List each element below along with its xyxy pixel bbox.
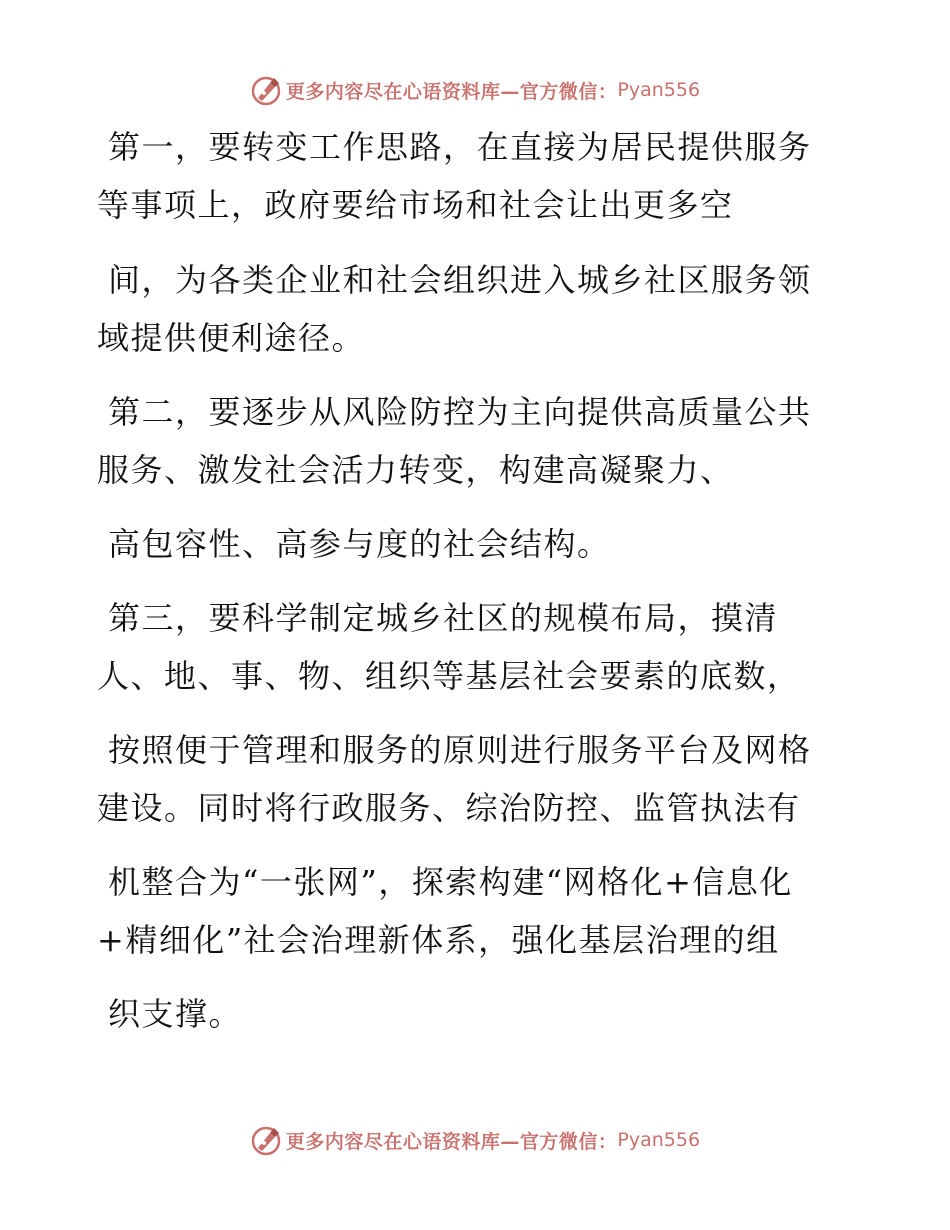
footer-watermark-banner [0, 1122, 950, 1158]
paragraph-line: 第一，要转变工作思路，在直接为居民提供服务 [108, 128, 812, 166]
paragraph-line: 织支撑。 [108, 995, 243, 1033]
paragraph-line: 服务、激发社会活力转变，构建高凝聚力、 [97, 451, 734, 489]
paragraph-line: 域提供便利途径。 [97, 319, 366, 357]
paragraph-line: 按照便于管理和服务的原则进行服务平台及网格 [108, 731, 812, 769]
paragraph-line: 建设。同时将行政服务、综治防控、监管执法有 [97, 789, 801, 827]
footer-watermark-account: Pyan556 [617, 1129, 701, 1151]
paragraph-line: 等事项上，政府要给市场和社会让出更多空 [97, 186, 734, 224]
paragraph-line: 高包容性、高参与度的社会结构。 [108, 525, 611, 563]
pen-nib-logo-icon [250, 1124, 282, 1156]
header-watermark-banner [0, 72, 950, 108]
header-watermark-text: 更多内容尽在心语资料库—官方微信： [285, 80, 618, 103]
paragraph-line: 第二，要逐步从风险防控为主向提供高质量公共 [108, 393, 812, 431]
paragraph-line: 机整合为“一张网”，探索构建“网格化+信息化 [108, 863, 793, 901]
paragraph-line: 第三，要科学制定城乡社区的规模布局，摸清 [108, 599, 779, 637]
paragraph-line: 人、地、事、物、组织等基层社会要素的底数， [97, 657, 801, 695]
header-watermark-account: Pyan556 [617, 79, 701, 101]
paragraph-line: 间，为各类企业和社会组织进入城乡社区服务领 [108, 261, 812, 299]
paragraph-line: +精细化”社会治理新体系，强化基层治理的组 [97, 921, 780, 959]
footer-watermark-text: 更多内容尽在心语资料库—官方微信： [285, 1130, 618, 1153]
pen-nib-logo-icon [250, 74, 282, 106]
